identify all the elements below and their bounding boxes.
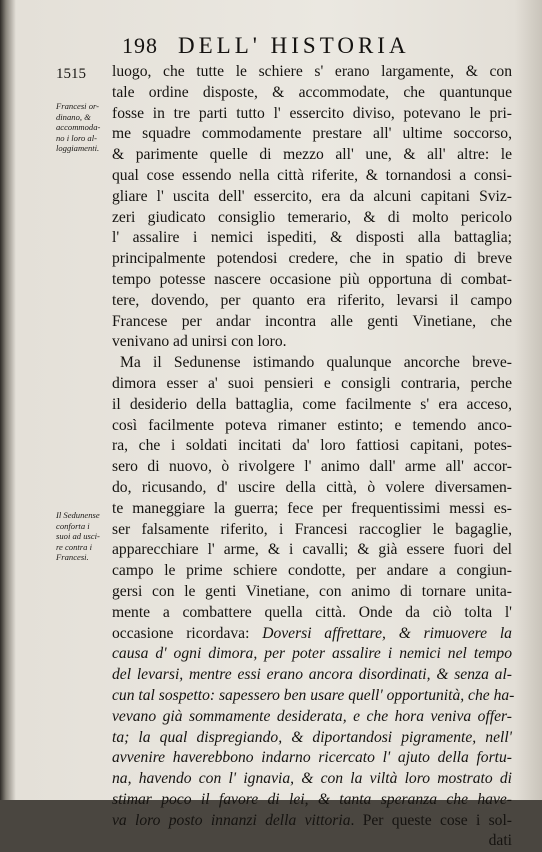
text-line: cun tal sospetto: sapessero ben usare quell' opportunità, che ha- — [112, 686, 515, 704]
text-line: & parimente quelle di mezzo all' une, & all' altre: le — [112, 146, 512, 164]
text-line: Francese per andar incontra alle genti Vinetiane, che — [112, 312, 512, 330]
margin-note-line: dinano, & — [56, 111, 91, 122]
margin-note-line: Francesi. — [56, 552, 89, 562]
text-line: gliare l' uscita dell' essercito, era da alcuni capitani Sviz- — [112, 187, 512, 205]
text-line-mixed — [112, 624, 512, 645]
margin-note-francesi — [56, 101, 108, 154]
text-line: te maneggiare la guerra; fece per frequentissimi messi es- — [112, 499, 512, 517]
text-line: del levarsi, mentre essi erano ancora disordinati, & senza al- — [112, 666, 512, 684]
text-line: na, havendo con l' ignavia, & con la viltà loro mostrato di — [112, 770, 512, 788]
text-line: mente a combattere quella città. Onde da ciò tolta l' — [112, 603, 512, 621]
text-line: causa d' ogni dimora, per poter assalire i nemici nel tempo — [112, 645, 512, 663]
text-line: zeri giudicato consiglio temerario, & di molto pericolo — [112, 208, 512, 226]
text-line: qual cose essendo nella città riferite, & tornandosi a consi- — [112, 166, 512, 184]
text-line: me squadre commodamente prestare all' ultime soccorso, — [112, 125, 512, 143]
text-line: sero di nuovo, ò rivolgere l' animo dall' arme all' accor- — [112, 458, 512, 476]
text-line: vevano già sommamente desiderata, e che hora veniva offer- — [112, 707, 512, 725]
margin-note-line: no i loro al- — [56, 132, 97, 143]
body-text — [112, 62, 515, 852]
margin-note-line: conforta i — [56, 520, 90, 531]
text-line: venivano ad unirsi con loro. — [112, 333, 287, 351]
margin-note-sedunense — [56, 510, 108, 563]
text-line: do, ricusando, d' uscire della città, ò volere diversamen- — [112, 478, 512, 496]
text-line: luogo, che tutte le schiere s' erano largamente, & con — [112, 63, 512, 80]
text-span-italic: va loro posto innanzi della vittoria — [112, 811, 351, 829]
margin-note-line: suoi ad usci- — [56, 531, 100, 541]
page-header — [0, 33, 542, 63]
text-line: dimora esser a' suoi pensieri e consigli contraria, perche — [112, 374, 512, 392]
text-line: gersi con le genti Vinetiane, con animo di tornare unita- — [112, 582, 512, 600]
text-line: tempo potesse nascere occasione più opportuna di combat- — [112, 270, 512, 288]
text-line: Ma il Sedunense istimando qualunque ancorche breve- — [120, 354, 512, 372]
text-span-italic: Doversi affrettare, & rimuovere la — [262, 624, 512, 642]
text-line: l' assalire i nemici ispediti, & disposti alla battaglia; — [112, 229, 512, 247]
margin-note-line: re contra i — [56, 541, 92, 552]
margin-note-line: accommoda- — [56, 122, 101, 132]
page-number: 198 — [122, 33, 158, 58]
margin-note-line: Francesi or- — [56, 101, 100, 111]
text-line: ra, che i soldati incitati da' loro fattiosi capitani, potes- — [112, 437, 512, 455]
text-span: occasione ricordava: — [112, 624, 263, 642]
text-line: stimar poco il favore di lei, & tanta speranza che have- — [112, 790, 512, 808]
catchword: dati — [488, 832, 512, 850]
margin-note-line: loggiamenti. — [56, 143, 100, 153]
text-line: ser falsamente riferito, i Francesi raccoglier le bagaglie, — [112, 520, 512, 538]
text-line: ta; la qual dispregiando, & diportandosi pigramente, nell' — [112, 728, 512, 746]
text-line-mixed — [112, 811, 512, 832]
text-line: il desiderio della battaglia, come facilmente s' era acceso, — [112, 395, 512, 413]
text-line: principalmente potendosi credere, che in spatio di breve — [112, 250, 512, 268]
text-line: apparecchiare l' arme, & i cavalli; & già essere fuori del — [112, 541, 512, 559]
text-line: così facilmente poteva rimaner estinto; e temendo anco- — [112, 416, 512, 434]
text-line: fosse in tre parti tutto l' essercito diviso, potevano le pri- — [112, 104, 512, 122]
running-title: DELL' HISTORIA — [178, 33, 410, 58]
text-line: avvenire haverebbono indarno ricercato l' ajuto della fortu- — [112, 749, 512, 767]
text-line: tere, dovendo, per quanto era riferito, levarsi il campo — [112, 291, 512, 309]
text-line: campo le prime schiere condotte, per andare a congiun- — [112, 562, 512, 580]
margin-year: 1515 — [56, 66, 86, 82]
text-line: tale ordine disposte, & accommodate, che quantunque — [112, 83, 512, 101]
text-span: . Per queste cose i sol- — [350, 811, 512, 829]
margin-note-line: Il Sedunense — [56, 510, 100, 520]
